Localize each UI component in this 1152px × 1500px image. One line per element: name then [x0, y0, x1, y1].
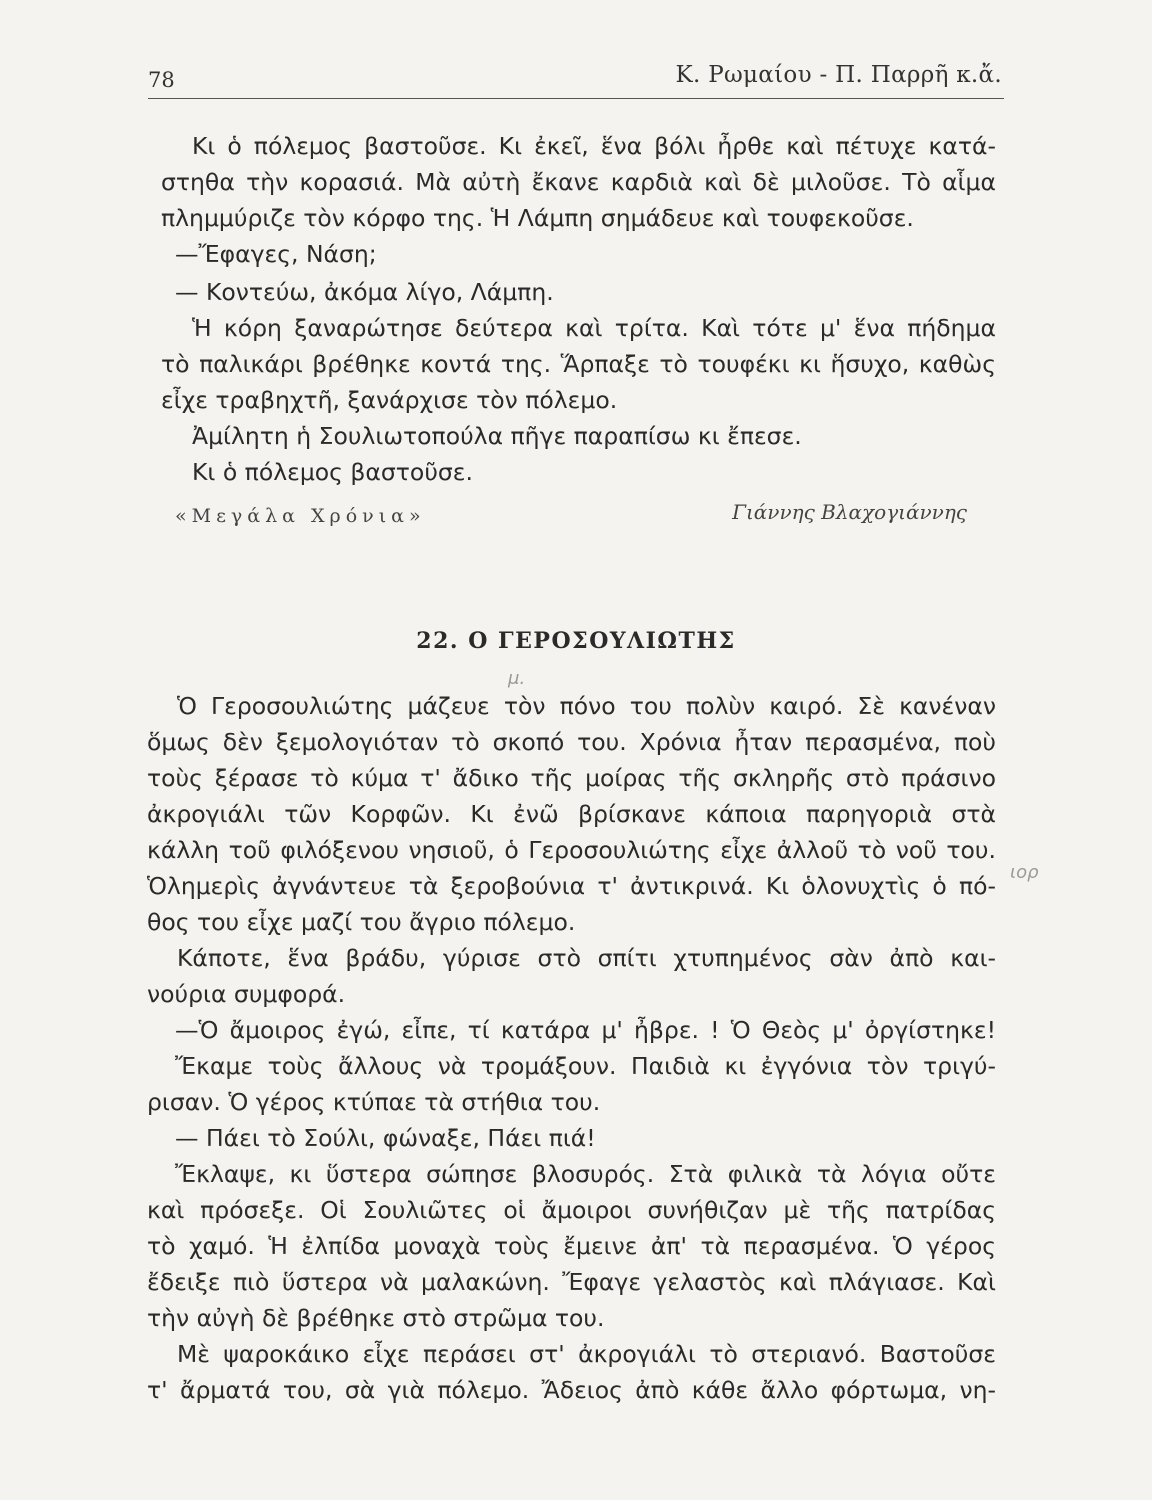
text-line: Κι ὁ πόλεμος βαστοῦσε. — [192, 458, 473, 486]
text-line: τὸ χαμό. Ἡ ἐλπίδα μοναχὰ τοὺς ἔμεινε ἀπ' τὰ περασμένα. Ὁ γέρος — [147, 1232, 996, 1260]
text-line: ἔδειξε πιὸ ὕστερα νὰ μαλακώνη. Ἔφαγε γελαστὸς καὶ πλάγιασε. Καὶ — [147, 1268, 996, 1296]
text-line: τὴν αὐγὴ δὲ βρέθηκε στὸ στρῶμα του. — [147, 1304, 605, 1332]
text-line: —Ὁ ἄμοιρος ἐγώ, εἶπε, τί κατάρα μ' ἦβρε. ! Ὁ Θεὸς μ' ὀργίστηκε! — [175, 1016, 996, 1044]
text-line: Ἔκαμε τοὺς ἄλλους νὰ τρομάξουν. Παιδιὰ κι ἐγγόνια τὸν τριγύ- — [175, 1052, 996, 1080]
text-line: Ἔκλαψε, κι ὕστερα σώπησε βλοσυρός. Στὰ φιλικὰ τὰ λόγια οὔτε — [175, 1160, 996, 1188]
text-line: τ' ἄρματά του, σὰ γιὰ πόλεμο. Ἄδειος ἀπὸ κάθε ἄλλο φόρτωμα, νη- — [147, 1376, 996, 1404]
text-line: — Κοντεύω, ἀκόμα λίγο, Λάμπη. — [175, 278, 554, 306]
text-line: καὶ πρόσεξε. Οἱ Σουλιῶτες οἱ ἄμοιροι συνήθιζαν μὲ τῆς πατρίδας — [147, 1196, 996, 1224]
text-line: θος του εἶχε μαζί του ἄγριο πόλεμο. — [147, 908, 576, 936]
running-head: Κ. Ρωμαίου - Π. Παρρῆ κ.ἄ. — [675, 62, 1002, 88]
text-line: Κι ὁ πόλεμος βαστοῦσε. Κι ἐκεῖ, ἕνα βόλι ἦρθε καὶ πέτυχε κατά- — [192, 132, 996, 160]
excerpt-author: Γιάννης Βλαχογιάννης — [732, 500, 967, 524]
text-line: —Ἔφαγες, Νάση; — [175, 240, 377, 268]
excerpt-source: «Μεγάλα Χρόνια» — [175, 505, 426, 527]
text-line: — Πάει τὸ Σούλι, φώναξε, Πάει πιά! — [175, 1124, 596, 1152]
header-rule — [148, 98, 1004, 99]
text-line: κάλλη τοῦ φιλόξενου νησιοῦ, ὁ Γεροσουλιώτης εἶχε ἀλλοῦ τὸ νοῦ του. — [147, 836, 996, 864]
text-line: πλημμύριζε τὸν κόρφο της. Ἡ Λάμπη σημάδευε καὶ τουφεκοῦσε. — [161, 204, 914, 232]
text-line: στηθα τὴν κορασιά. Μὰ αὐτὴ ἔκανε καρδιὰ καὶ δὲ μιλοῦσε. Τὸ αἷμα — [161, 168, 996, 196]
text-line: Ὁ Γεροσουλιώτης μάζευε τὸν πόνο του πολὺν καιρό. Σὲ κανέναν — [177, 692, 996, 720]
text-line: εἶχε τραβηχτῆ, ξανάρχισε τὸν πόλεμο. — [161, 386, 618, 414]
text-line: Κάποτε, ἕνα βράδυ, γύρισε στὸ σπίτι χτυπημένος σὰν ἀπὸ και- — [177, 944, 996, 972]
text-line: Ὁλημερὶς ἀγνάντευε τὰ ξεροβούνια τ' ἀντικρινά. Κι ὁλονυχτὶς ὁ πό- — [147, 872, 996, 900]
text-line: τὸ παλικάρι βρέθηκε κοντά της. Ἅρπαξε τὸ τουφέκι κι ἥσυχο, καθὼς — [161, 350, 996, 378]
text-line: Ἡ κόρη ξαναρώτησε δεύτερα καὶ τρίτα. Καὶ τότε μ' ἕνα πήδημα — [192, 314, 996, 342]
page-header — [148, 58, 1002, 98]
text-line: ὅμως δὲν ξεμολογιόταν τὸ σκοπό του. Χρόνια ἦταν περασμένα, ποὺ — [147, 728, 996, 756]
section-title: 22. Ο ΓΕΡΟΣΟΥΛΙΩΤΗΣ — [416, 628, 736, 654]
text-line: ρισαν. Ὁ γέρος κτύπαε τὰ στήθια του. — [147, 1088, 601, 1116]
text-line: νούρια συμφορά. — [147, 980, 346, 1008]
page-number: 78 — [148, 68, 175, 92]
text-line: Μὲ ψαροκάικο εἶχε περάσει στ' ἀκρογιάλι τὸ στεριανό. Βαστοῦσε — [177, 1340, 996, 1368]
pencil-annotation: ιορ — [1010, 862, 1039, 883]
text-line: Ἀμίλητη ἡ Σουλιωτοπούλα πῆγε παραπίσω κι ἔπεσε. — [192, 422, 802, 450]
pencil-annotation: μ. — [508, 668, 526, 689]
text-line: ἀκρογιάλι τῶν Κορφῶν. Κι ἐνῶ βρίσκανε κάποια παρηγοριὰ στὰ — [147, 800, 996, 828]
text-line: τοὺς ξέρασε τὸ κύμα τ' ἄδικο τῆς μοίρας τῆς σκληρῆς στὸ πράσινο — [147, 764, 996, 792]
